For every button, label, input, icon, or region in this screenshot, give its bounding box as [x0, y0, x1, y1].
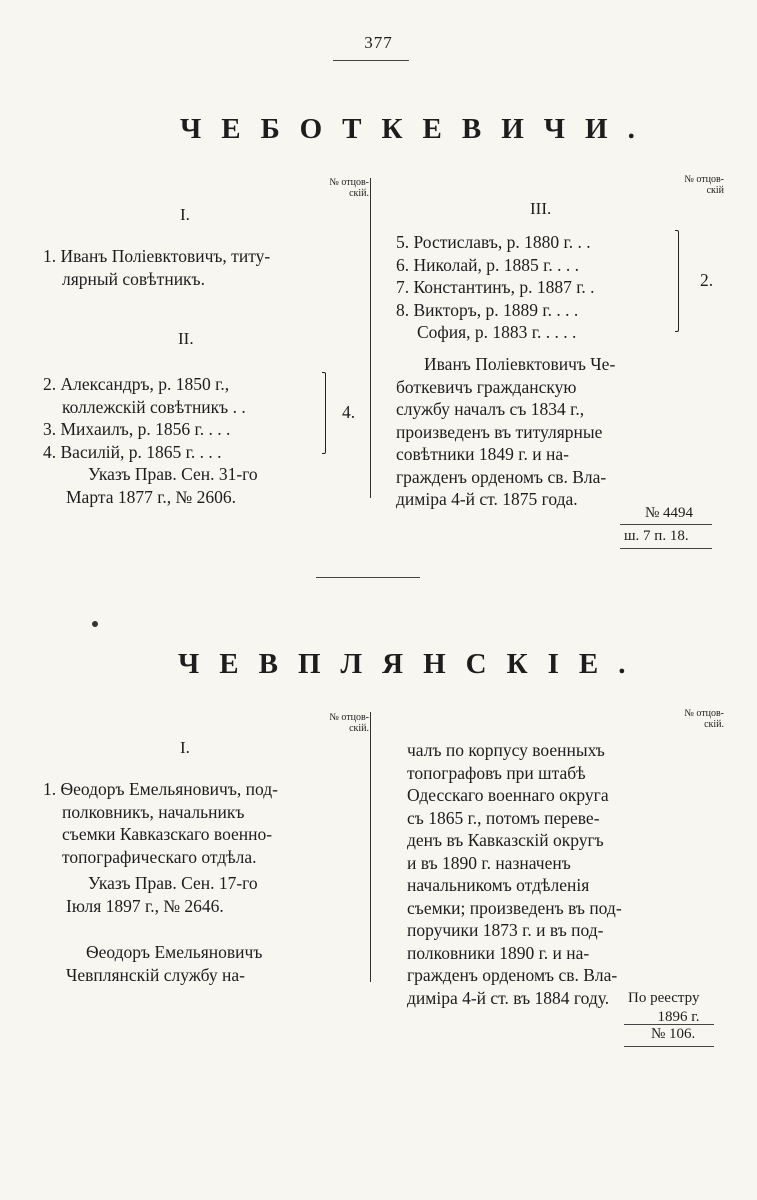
ink-dot — [92, 621, 98, 627]
brace-gen2 — [322, 372, 326, 454]
family-title-2: ЧЕВПЛЯНСКІЕ. — [178, 648, 646, 680]
reference-rule-2 — [624, 1024, 714, 1025]
person-entry-7: 7. Константинъ, р. 1887 г. . — [396, 277, 595, 297]
father-column-label-left-1: № отцов- скій. — [329, 177, 369, 199]
biography-1: Иванъ Поліевктовичъ Че- боткевичъ гражданскую службу началъ съ 1834 г., произведенъ въ титулярные совѣтники 1849 г. и на- гражденъ орденомъ св. Вла- диміра 4-й ст. 1875 года. — [396, 354, 616, 509]
person-entry-2-1: 1. Ѳеодоръ Емельяновичъ, под- полковникъ, начальникъ съемки Кавказскаго военно- топографическаго отдѣла. — [43, 779, 278, 867]
section-divider — [316, 577, 420, 578]
family-title-1: ЧЕБОТКЕВИЧИ. — [180, 113, 655, 145]
biography-2-start: Ѳеодоръ Емельяновичъ Чевплянскій службу на- — [66, 942, 263, 985]
registry-note: По реестру 1896 г. — [628, 990, 700, 1025]
page-number: 377 — [364, 33, 393, 52]
biography-2-cont: чалъ по корпусу военныхъ топографовъ при штабѣ Одесскаго военнаго округа съ 1865 г., потомъ переве- денъ въ Кавказскій округъ и въ 1890 г. назначенъ начальникомъ отдѣленія съемки; произведенъ въ под- поручики 1873 г. и въ под- полковники 1890 г. и на- гражденъ орденомъ св. Вла- диміра 4-й ст. въ 1884 году. — [407, 740, 622, 1008]
person-entry-2: 2. Александръ, р. 1850 г., — [43, 374, 230, 394]
person-entry-1: 1. Иванъ Поліевктовичъ, титу- лярный совѣтникъ. — [43, 246, 271, 289]
father-number-gen2: 4. — [342, 402, 356, 422]
ukaz-decree-2: Указъ Прав. Сен. 17-го Іюля 1897 г., № 2646. — [66, 873, 258, 916]
person-entry-6: 6. Николай, р. 1885 г. . . . — [396, 254, 579, 275]
generation-3-list — [396, 231, 595, 344]
person-entry-5: 5. Ростиславъ, р. 1880 г. . . — [396, 232, 591, 252]
person-entry-3: 3. Михаилъ, р. 1856 г. . . . — [43, 419, 231, 439]
father-number-gen3: 2. — [700, 270, 714, 290]
reference-location-1: ш. 7 п. 18. — [624, 528, 689, 544]
column-divider-2 — [370, 712, 371, 982]
reference-rule-1 — [620, 524, 712, 525]
reference-number-2: № 106. — [651, 1026, 696, 1042]
father-column-label-left-2: № отцов- скій. — [329, 712, 369, 734]
ukaz-decree-1: Указъ Прав. Сен. 31-го Марта 1877 г., № 2606. — [66, 464, 258, 507]
generation-heading-3: III. — [530, 199, 552, 218]
person-entry-4: 4. Василій, р. 1865 г. . . . — [43, 441, 222, 462]
page-number-rule — [333, 60, 409, 61]
generation-heading-2: II. — [178, 329, 194, 348]
person-entry-sofia: София, р. 1883 г. . . . . — [417, 322, 577, 342]
reference-number-1: № 4494 — [645, 505, 694, 521]
father-column-label-right-2: № отцов- скій. — [684, 708, 724, 730]
person-entry-8: 8. Викторъ, р. 1889 г. . . . — [396, 299, 579, 320]
column-divider-1 — [370, 178, 371, 498]
generation-2-list — [43, 373, 246, 463]
generation-heading-1: I. — [180, 205, 190, 224]
reference-rule-2b — [624, 1046, 714, 1047]
reference-rule-1b — [620, 548, 712, 549]
father-column-label-right-1: № отцов- скій — [684, 174, 724, 196]
person-entry-2-rank: коллежскій совѣтникъ . . — [62, 396, 246, 417]
generation-heading-2-1: I. — [180, 738, 190, 757]
brace-gen3 — [675, 230, 679, 332]
